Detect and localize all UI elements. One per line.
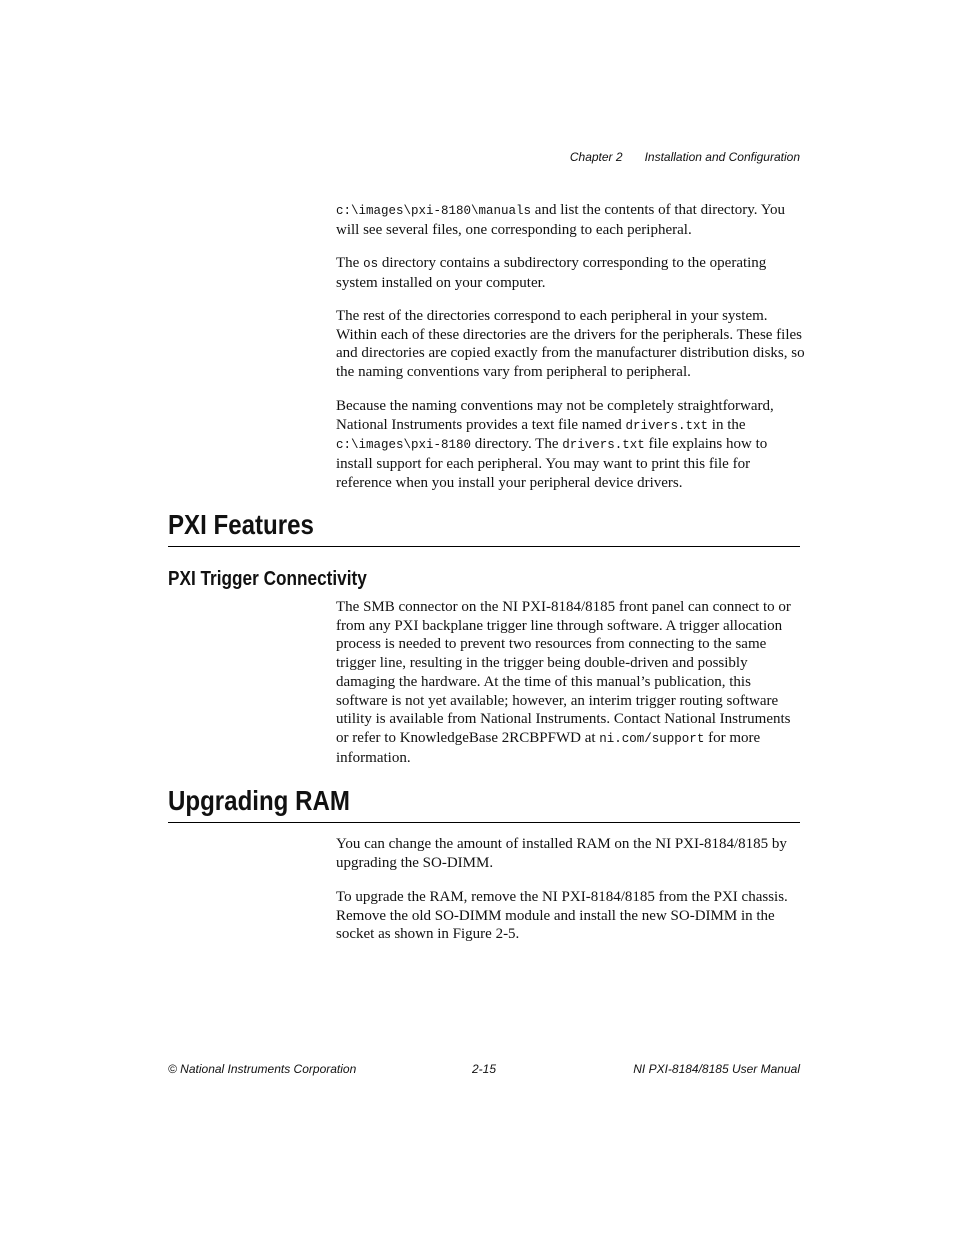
os-directory-code: os [363,257,379,271]
images-path-code: c:\images\pxi-8180 [336,438,472,453]
footer-manual-title: NI PXI-8184/8185 User Manual [633,1062,800,1076]
pxi-trigger-connectivity-heading: PXI Trigger Connectivity [168,568,367,590]
intro-paragraph-2: The os directory contains a subdirectory corresponding to the operating system installed on your computer. [336,255,767,291]
ram-paragraph-2: To upgrade the RAM, remove the NI PXI-8184/8185 from the PXI chassis. Remove the old SO-DIMM module and install the new SO-DIMM in the socket as shown in Figure 2-5. [336,889,788,943]
section-rule-pxi-features [168,546,800,547]
drivers-txt-code: drivers.txt [625,418,709,433]
footer-copyright: © National Instruments Corporation [168,1062,357,1076]
footer-page-number: 2-15 [472,1062,497,1076]
drivers-txt-code-2: drivers.txt [562,438,645,453]
intro-paragraph-3: The rest of the directories correspond to each peripheral in your system. Within each of these directories are the drivers for the peripherals. These files and directories are copied exactly from the manufacturer distribution disks, so the naming conventions vary from peripheral to peripheral. [336,308,805,381]
header-title: Installation and Configuration [644,150,800,164]
section-rule-upgrading-ram [168,822,800,823]
pxi-features-heading: PXI Features [168,509,314,540]
running-header [570,150,800,164]
ram-paragraph-1: You can change the amount of installed RAM on the NI PXI-8184/8185 by upgrading the SO-DIMM. [336,836,787,871]
header-chapter: Chapter 2 [569,150,623,164]
intro-paragraph-1: c:\images\pxi-8180\manuals and list the contents of that directory. You will see several files, one corresponding to each peripheral. [336,202,786,238]
support-url-code: ni.com/support [599,731,705,746]
trigger-paragraph: The SMB connector on the NI PXI-8184/8185 front panel can connect to or from any PXI backplane trigger line through software. A trigger allocation process is needed to prevent two resources from connecting to the same trigger line, resulting in the trigger being double-driven and possibly damaging the hardware. At the time of this manual’s publication, this software is not yet available; however, an interim trigger routing software utility is available from National Instruments. Contact National Instruments or refer to KnowledgeBase 2RCBPFWD at ni.com/support for more information. [336,599,791,766]
upgrading-ram-heading: Upgrading RAM [168,785,350,816]
intro-paragraph-4: Because the naming conventions may not be completely straightforward, National Instruments provides a text file named drivers.txt in the c:\images\pxi-8180 directory. The drivers.txt file explains how to install support for each peripheral. You may want to print this file for reference when you install your peripheral device drivers. [336,398,774,491]
manuals-path-code: c:\images\pxi-8180\manuals [336,204,532,218]
